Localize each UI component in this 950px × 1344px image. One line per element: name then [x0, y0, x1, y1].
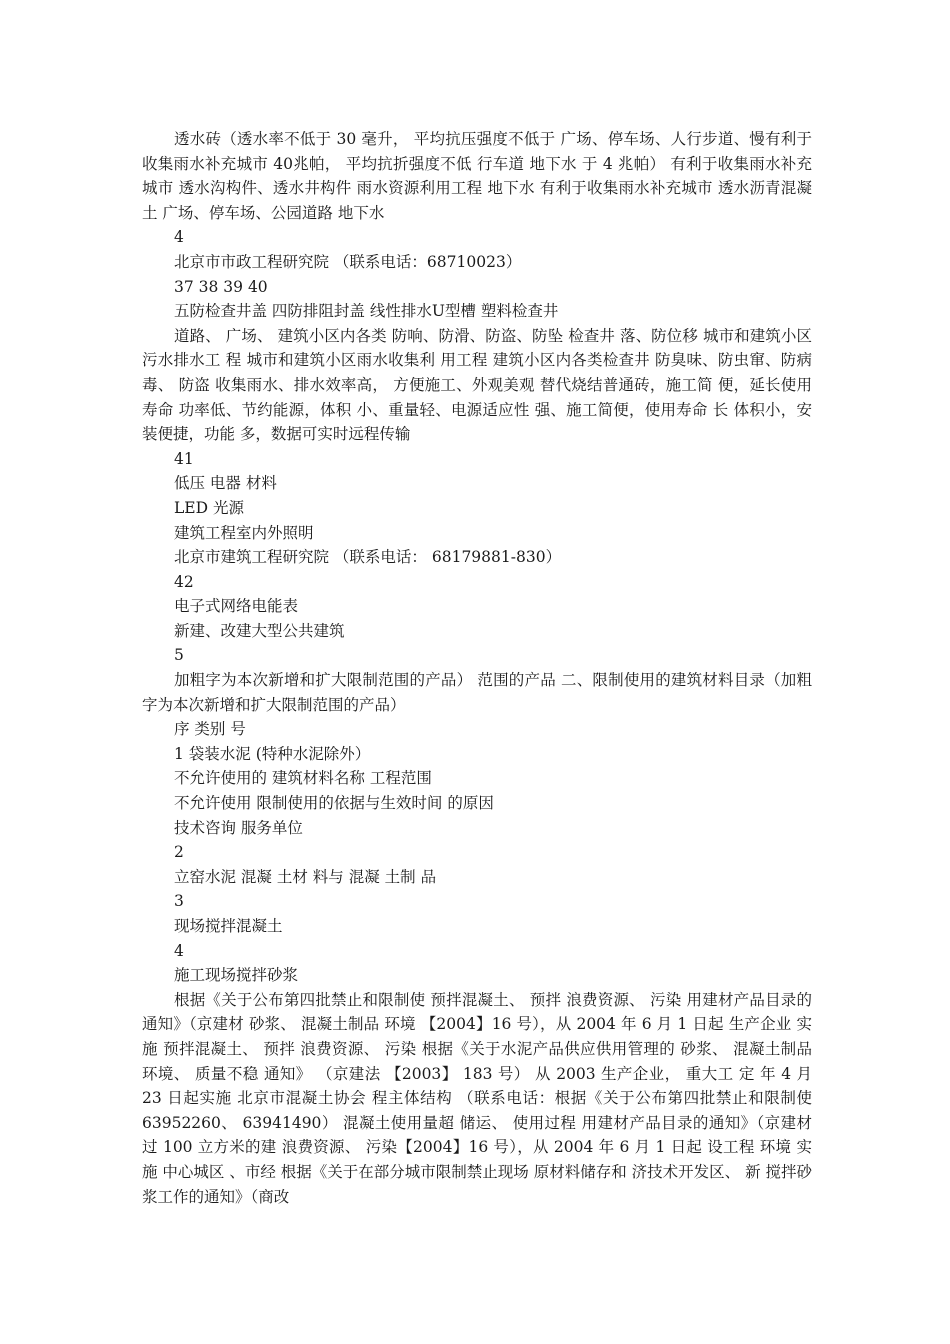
paragraph-section-heading: 加粗字为本次新增和扩大限制范围的产品） 范围的产品 二、限制使用的建筑材料目录（加粗字为本次新增和扩大限制范围的产品）: [142, 671, 812, 714]
paragraph-table-header: 序 类别 号: [174, 720, 246, 739]
paragraph-product-name: 电子式网络电能表: [174, 597, 299, 616]
paragraph-table-row: 立窑水泥 混凝 土材 料与 混凝 土制 品: [174, 867, 437, 886]
paragraph-item-number: 2: [174, 843, 184, 862]
paragraph-application-scope: 建筑工程室内外照明: [174, 523, 314, 542]
paragraph-table-header: 技术咨询 服务单位: [174, 818, 303, 837]
paragraph-table-row: 1 袋装水泥 (特种水泥除外）: [174, 744, 371, 763]
paragraph-item-numbers: 37 38 39 40: [174, 277, 268, 296]
paragraph-table-header: 不允许使用的 建筑材料名称 工程范围: [174, 769, 432, 788]
paragraph-product-names: 五防检查井盖 四防排阻封盖 线性排水U型槽 塑料检查井: [174, 302, 559, 321]
paragraph-item-number: 4: [174, 228, 184, 247]
paragraph-item-number: 3: [174, 892, 184, 911]
paragraph-service-unit: 北京市市政工程研究院 （联系电话：68710023）: [174, 252, 522, 271]
paragraph-item-number: 41: [174, 449, 194, 468]
paragraph-service-unit: 北京市建筑工程研究院 （联系电话： 68179881-830）: [174, 548, 562, 567]
paragraph-restriction-basis: 根据《关于公布第四批禁止和限制使 预拌混凝土、 预拌 浪费资源、 污染 用建材产品目录的通知》（京建材 砂浆、 混凝土制品 环境 【2004】16 号），从 2004 年 6 月 1 日起 生产企业 实施 预拌混凝土、 预拌 浪费资源、 污染 根据《关于水泥产品供应供用管理的 砂浆、 混凝土制品 环境、 质量不稳 通知》 （京建法 【2003】 183 号） 从 2003 生产企业， 重大工 定 年 4 月 23 日起实施 北京市混凝土协会 程主体结构 （联系电话：根据《关于公布第四批禁止和限制使 63952260、 63941490） 混凝土使用量超 储运、 使用过程 用建材产品目录的通知》（京建材 过 100 立方米的建 浪费资源、 污染【2004】16 号），从 2004 年 6 月 1 日起 设工程 环境 实施 中心城区 、市经 根据《关于在部分城市限制禁止现场 原材料储存和 济技术开发区、 新 搅拌砂浆工作的通知》（商改: [142, 990, 812, 1206]
paragraph-table-header: 不允许使用 限制使用的依据与生效时间 的原因: [174, 794, 494, 813]
paragraph-page-number: 5: [174, 646, 184, 665]
paragraph-table-row: 现场搅拌混凝土: [174, 917, 283, 935]
paragraph-application-scope: 新建、改建大型公共建筑: [174, 621, 345, 640]
paragraph-category: 低压 电器 材料: [174, 474, 277, 493]
paragraph-permeable-materials: 透水砖（透水率不低于 30 毫升， 平均抗压强度不低于 广场、停车场、人行步道、慢有利于收集雨水补充城市 40兆帕， 平均抗折强度不低 行车道 地下水 于 4 兆帕） 有利于收集雨水补充城市 透水沟构件、透水井构件 雨水资源利用工程 地下水 有利于收集雨水补充城市 透水沥青混凝土 广场、停车场、公园道路 地下水: [142, 130, 812, 222]
document-body: [142, 127, 812, 1209]
paragraph-product-description: 道路、 广场、 建筑小区内各类 防响、防滑、防盗、防坠 检查井 落、防位移 城市和建筑小区污水排水工 程 城市和建筑小区雨水收集利 用工程 建筑小区内各类检查井 防臭味、防虫窜、防病毒、 防盗 收集雨水、排水效率高， 方便施工、外观美观 替代烧结普通砖，施工简 便，延长使用寿命 功率低、节约能源，体积 小、重量轻、电源适应性 强、施工简便，使用寿命 长 体积小，安装便捷，功能 多，数据可实时远程传输: [142, 326, 812, 444]
paragraph-product-name: LED 光源: [174, 498, 244, 517]
paragraph-table-row: 施工现场搅拌砂浆: [174, 966, 299, 985]
paragraph-item-number: 4: [174, 941, 184, 960]
paragraph-item-number: 42: [174, 572, 194, 591]
